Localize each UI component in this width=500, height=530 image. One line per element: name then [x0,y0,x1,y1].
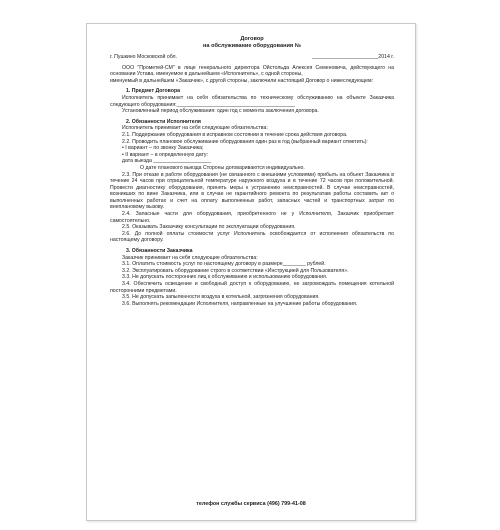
place-date-row [110,54,394,61]
clause-3-4: 3.4. Обеспечить освещение и свободный доступ к оборудованию, не загромождать помещения котельной посторонними предметами. [110,281,394,294]
contract-document-page [86,23,416,521]
clause-3-1: 3.1. Оплатить стоимость услуг по настоящему договору в размере________ рублей. [122,261,326,268]
option-1-label: I вариант – по звонку Заказчика; [125,145,204,152]
intro-paragraph-2: именуемый в дальнейшем «Заказчик», с другой стороны, заключили настоящий Договор о нижеследующем: [110,77,373,84]
city-text: г. Пушкино Московской обл. [110,54,177,60]
clause-2-2: 2.2. Проводить плановое обслуживание оборудования один раз в год (выбранный вариант отметить): [122,138,368,145]
section-1-heading: 1. Предмет Договора [126,88,181,95]
document-subtitle: на обслуживание оборудования № [203,43,301,49]
clause-3-2: 3.2. Эксплуатировать оборудование строго в соответствии «Инструкцией для Пользователя». [122,267,349,274]
clause-2-5: 2.5. Оказывать Заказчику консультации по эксплуатации оборудования. [122,224,296,231]
clause-2-4: 2.4. Запасные части для оборудования, приобретенного не у Исполнителя, Заказчик приобретает самостоятельно. [110,211,394,224]
section-3-lead: Заказчик принимает на себя следующие обязательства: [122,254,258,261]
section-1-paragraph-2: Установленный период обслуживания: один год с момента заключения договора. [122,108,319,115]
service-phone-footer: телефон службы сервиса (496) 799-41-08 [196,501,306,508]
clause-2-3: 2.3. При отказе в работе оборудования (не связанного с внешними условиями) прибыть на объект Заказчика в течение 24 часов при отрицательной температуре наружного воздуха и в течение 72 часов при положительной. Провести диагностику оборудования, принять меры к устранению неисправностей. В случае неисправностей, возникших по вине Заказчика, или в случае не гарантийного ремонта по результатам работы составить акт о выполненных работах и счет на оплату выполненных работ, запасных частей и транспортных затрат по внеплановому вызову. [110,171,394,211]
section-3-heading: 3. Обязанности Заказчика [126,248,193,255]
clause-2-6: 2.6. До полной оплаты стоимости услуг Исполнитель освобождается от исполнения обязательств по настоящему договору. [110,230,394,244]
intro-paragraph-1: ООО "Прометей-СМ" в лице генерального директора Ойстольда Алексея Семеновича, действующего на основании Устава, именуемое в дальнейшем «Исполнитель», с одной стороны, [110,64,394,78]
option-2-item: • II вариант – в определенную дату: [122,151,208,158]
clause-3-3: 3.3. Не допускать посторонних лиц к обслуживанию и использованию оборудования. [122,274,328,281]
section-1-paragraph-1: Исполнитель принимает на себя обязательства по техническому обслуживанию на объекте Заказчика следующего оборудования:_________________________________________ [110,94,394,108]
document-title: Договор [240,36,264,42]
clause-3-6: 3.6. Выполнять рекомендации Исполнителя, направленные на улучшение работы оборудования. [122,300,358,307]
visit-date-field: дата выезда ____________________ [122,158,212,165]
section-2-lead: Исполнитель принимает на себя следующие обязательства: [122,125,268,132]
clause-2-1: 2.1. Поддержание оборудования в исправном состоянии в течение срока действия договора. [122,131,348,138]
agreement-note: О дате планового выезда Стороны договариваются индивидуально. [140,164,305,171]
date-text: _______________________2014 г. [311,54,394,60]
option-1-item: • I вариант – по звонку Заказчика; [122,145,204,152]
clause-3-5: 3.5. Не допускать запыленности воздуха в котельной, загрязнения оборудования. [122,294,320,301]
option-2-label: II вариант – в определенную дату: [125,151,208,158]
section-2-heading: 2. Обязанности Исполнителя [126,118,201,125]
